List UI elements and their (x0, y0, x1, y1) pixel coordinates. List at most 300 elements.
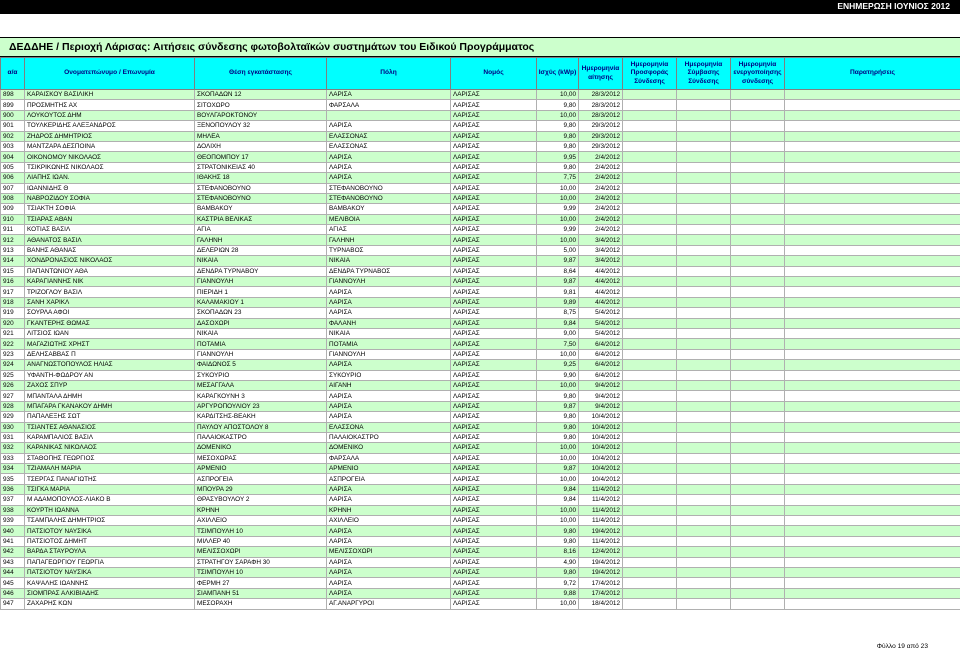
table-row[interactable] (1, 131, 960, 141)
applicant-name-cell[interactable]: ΒΑΡΔΑ ΣΤΑΥΡΟΥΛΑ (25, 547, 195, 557)
application-date-cell[interactable]: 2/4/2012 (579, 225, 623, 235)
prefecture-cell[interactable]: ΛΑΡΙΣΑΣ (451, 401, 537, 411)
city-cell[interactable]: ΑΣΠΡΟΓΕΙΑ (327, 474, 451, 484)
power-kwp-cell[interactable]: 9,84 (537, 318, 579, 328)
power-kwp-cell[interactable]: 9,80 (537, 536, 579, 546)
city-cell[interactable]: ΑΙΓΑΝΗ (327, 380, 451, 390)
row-number-cell[interactable]: 929 (1, 412, 25, 422)
city-cell[interactable]: ΛΑΡΙΣΑ (327, 90, 451, 100)
applicant-name-cell[interactable]: ΙΩΑΝΝΙΔΗΣ Θ (25, 183, 195, 193)
application-date-cell[interactable]: 10/4/2012 (579, 453, 623, 463)
prefecture-cell[interactable]: ΛΑΡΙΣΑΣ (451, 349, 537, 359)
application-date-cell[interactable]: 4/4/2012 (579, 287, 623, 297)
remarks-cell[interactable] (785, 547, 960, 557)
contract-date-cell[interactable] (677, 256, 731, 266)
installation-site-cell[interactable]: ΝΙΚΑΙΑ (195, 256, 327, 266)
offer-date-cell[interactable] (623, 183, 677, 193)
applicant-name-cell[interactable]: ΝΑΒΡΟΖΙΔΟΥ ΣΟΦΙΑ (25, 193, 195, 203)
power-kwp-cell[interactable]: 5,00 (537, 245, 579, 255)
remarks-cell[interactable] (785, 474, 960, 484)
table-row[interactable] (1, 287, 960, 297)
prefecture-cell[interactable]: ΛΑΡΙΣΑΣ (451, 183, 537, 193)
city-cell[interactable]: ΜΕΛΙΒΟΙΑ (327, 214, 451, 224)
prefecture-cell[interactable]: ΛΑΡΙΣΑΣ (451, 360, 537, 370)
activation-date-cell[interactable] (731, 204, 785, 214)
city-cell[interactable]: ΓΑΛΗΝΗ (327, 235, 451, 245)
activation-date-cell[interactable] (731, 90, 785, 100)
activation-date-cell[interactable] (731, 214, 785, 224)
table-row[interactable] (1, 422, 960, 432)
applicant-name-cell[interactable]: ΑΘΑΝΑΤΟΣ ΒΑΣΙΛ (25, 235, 195, 245)
row-number-cell[interactable]: 901 (1, 121, 25, 131)
application-date-cell[interactable]: 18/4/2012 (579, 599, 623, 609)
column-header[interactable]: Παρατηρήσεις (785, 58, 960, 90)
remarks-cell[interactable] (785, 193, 960, 203)
prefecture-cell[interactable]: ΛΑΡΙΣΑΣ (451, 412, 537, 422)
power-kwp-cell[interactable]: 8,64 (537, 266, 579, 276)
remarks-cell[interactable] (785, 349, 960, 359)
power-kwp-cell[interactable]: 9,80 (537, 412, 579, 422)
installation-site-cell[interactable]: ΓΑΛΗΝΗ (195, 235, 327, 245)
power-kwp-cell[interactable]: 7,75 (537, 173, 579, 183)
installation-site-cell[interactable]: ΒΑΜΒΑΚΟΥ (195, 204, 327, 214)
application-date-cell[interactable]: 3/4/2012 (579, 245, 623, 255)
prefecture-cell[interactable]: ΛΑΡΙΣΑΣ (451, 391, 537, 401)
application-date-cell[interactable]: 2/4/2012 (579, 193, 623, 203)
row-number-cell[interactable]: 930 (1, 422, 25, 432)
row-number-cell[interactable]: 900 (1, 110, 25, 120)
row-number-cell[interactable]: 917 (1, 287, 25, 297)
offer-date-cell[interactable] (623, 100, 677, 110)
activation-date-cell[interactable] (731, 547, 785, 557)
remarks-cell[interactable] (785, 464, 960, 474)
table-row[interactable] (1, 173, 960, 183)
offer-date-cell[interactable] (623, 214, 677, 224)
row-number-cell[interactable]: 911 (1, 225, 25, 235)
contract-date-cell[interactable] (677, 266, 731, 276)
table-row[interactable] (1, 183, 960, 193)
remarks-cell[interactable] (785, 391, 960, 401)
applicant-name-cell[interactable]: ΔΕΛΗΣΑΒΒΑΣ Π (25, 349, 195, 359)
installation-site-cell[interactable]: ΠΙΕΡΙΔΗ 1 (195, 287, 327, 297)
city-cell[interactable]: ΛΑΡΙΣΑ (327, 567, 451, 577)
city-cell[interactable]: ΑΡΜΕΝΙΟ (327, 464, 451, 474)
applicant-name-cell[interactable]: Μ ΑΔΑΜΟΠΟΥΛΟΣ-ΛΙΑΚΟ Β (25, 495, 195, 505)
installation-site-cell[interactable]: ΔΟΜΕΝΙΚΟ (195, 443, 327, 453)
activation-date-cell[interactable] (731, 453, 785, 463)
offer-date-cell[interactable] (623, 453, 677, 463)
city-cell[interactable]: ΝΙΚΑΙΑ (327, 328, 451, 338)
table-row[interactable] (1, 225, 960, 235)
table-row[interactable] (1, 235, 960, 245)
offer-date-cell[interactable] (623, 495, 677, 505)
power-kwp-cell[interactable]: 10,00 (537, 235, 579, 245)
row-number-cell[interactable]: 915 (1, 266, 25, 276)
activation-date-cell[interactable] (731, 422, 785, 432)
row-number-cell[interactable]: 921 (1, 328, 25, 338)
prefecture-cell[interactable]: ΛΑΡΙΣΑΣ (451, 121, 537, 131)
applicant-name-cell[interactable]: ΚΑΡΑΜΠΑΛΙΟΣ ΒΑΣΙΛ (25, 432, 195, 442)
row-number-cell[interactable]: 908 (1, 193, 25, 203)
activation-date-cell[interactable] (731, 599, 785, 609)
table-row[interactable] (1, 557, 960, 567)
offer-date-cell[interactable] (623, 474, 677, 484)
table-row[interactable] (1, 110, 960, 120)
application-date-cell[interactable]: 4/4/2012 (579, 297, 623, 307)
power-kwp-cell[interactable]: 9,89 (537, 297, 579, 307)
remarks-cell[interactable] (785, 287, 960, 297)
installation-site-cell[interactable]: ΣΙΤΟΧΩΡΟ (195, 100, 327, 110)
table-row[interactable] (1, 526, 960, 536)
contract-date-cell[interactable] (677, 464, 731, 474)
prefecture-cell[interactable]: ΛΑΡΙΣΑΣ (451, 578, 537, 588)
contract-date-cell[interactable] (677, 360, 731, 370)
row-number-cell[interactable]: 937 (1, 495, 25, 505)
activation-date-cell[interactable] (731, 567, 785, 577)
table-row[interactable] (1, 432, 960, 442)
applicant-name-cell[interactable]: ΤΣΙΑΚΤΗ ΣΟΦΙΑ (25, 204, 195, 214)
application-date-cell[interactable]: 5/4/2012 (579, 328, 623, 338)
remarks-cell[interactable] (785, 162, 960, 172)
installation-site-cell[interactable]: ΜΕΣΑΓΓΑΛΑ (195, 380, 327, 390)
city-cell[interactable]: ΛΑΡΙΣΑ (327, 588, 451, 598)
city-cell[interactable]: ΤΥΡΝΑΒΟΣ (327, 245, 451, 255)
table-row[interactable] (1, 266, 960, 276)
city-cell[interactable]: ΛΑΡΙΣΑ (327, 391, 451, 401)
row-number-cell[interactable]: 909 (1, 204, 25, 214)
installation-site-cell[interactable]: ΑΓΙΑ (195, 225, 327, 235)
applicant-name-cell[interactable]: ΜΠΑΝΤΑΛΑ ΔΗΜΗ (25, 391, 195, 401)
contract-date-cell[interactable] (677, 287, 731, 297)
remarks-cell[interactable] (785, 225, 960, 235)
offer-date-cell[interactable] (623, 110, 677, 120)
table-row[interactable] (1, 401, 960, 411)
contract-date-cell[interactable] (677, 100, 731, 110)
activation-date-cell[interactable] (731, 141, 785, 151)
power-kwp-cell[interactable]: 9,25 (537, 360, 579, 370)
power-kwp-cell[interactable]: 9,80 (537, 422, 579, 432)
power-kwp-cell[interactable]: 9,95 (537, 152, 579, 162)
remarks-cell[interactable] (785, 318, 960, 328)
power-kwp-cell[interactable]: 9,84 (537, 484, 579, 494)
table-row[interactable] (1, 339, 960, 349)
activation-date-cell[interactable] (731, 412, 785, 422)
remarks-cell[interactable] (785, 308, 960, 318)
activation-date-cell[interactable] (731, 432, 785, 442)
power-kwp-cell[interactable]: 8,75 (537, 308, 579, 318)
application-date-cell[interactable]: 28/3/2012 (579, 100, 623, 110)
offer-date-cell[interactable] (623, 131, 677, 141)
applicant-name-cell[interactable]: ΤΖΙΑΜΑΛΗ ΜΑΡΙΑ (25, 464, 195, 474)
table-row[interactable] (1, 474, 960, 484)
table-row[interactable] (1, 578, 960, 588)
row-number-cell[interactable]: 923 (1, 349, 25, 359)
applicant-name-cell[interactable]: ΛΙΤΣΙΟΣ ΙΩΑΝ (25, 328, 195, 338)
prefecture-cell[interactable]: ΛΑΡΙΣΑΣ (451, 318, 537, 328)
city-cell[interactable]: ΛΑΡΙΣΑ (327, 121, 451, 131)
offer-date-cell[interactable] (623, 432, 677, 442)
row-number-cell[interactable]: 904 (1, 152, 25, 162)
offer-date-cell[interactable] (623, 245, 677, 255)
offer-date-cell[interactable] (623, 505, 677, 515)
power-kwp-cell[interactable]: 9,72 (537, 578, 579, 588)
table-row[interactable] (1, 505, 960, 515)
application-date-cell[interactable]: 4/4/2012 (579, 277, 623, 287)
power-kwp-cell[interactable]: 4,90 (537, 557, 579, 567)
column-header[interactable]: Θέση εγκατάστασης (195, 58, 327, 90)
installation-site-cell[interactable]: ΜΠΟΥΡΑ 29 (195, 484, 327, 494)
prefecture-cell[interactable]: ΛΑΡΙΣΑΣ (451, 193, 537, 203)
row-number-cell[interactable]: 920 (1, 318, 25, 328)
applicant-name-cell[interactable]: ΜΑΝΤΖΑΡΑ ΔΕΣΠΟΙΝΑ (25, 141, 195, 151)
applicant-name-cell[interactable]: ΠΑΠΑΝΤΩΝΙΟΥ ΑΘΑ (25, 266, 195, 276)
application-date-cell[interactable]: 2/4/2012 (579, 162, 623, 172)
applicant-name-cell[interactable]: ΤΣΕΡΓΑΣ ΠΑΝΑΓΙΩΤΗΣ (25, 474, 195, 484)
power-kwp-cell[interactable]: 9,87 (537, 401, 579, 411)
table-row[interactable] (1, 391, 960, 401)
remarks-cell[interactable] (785, 173, 960, 183)
offer-date-cell[interactable] (623, 349, 677, 359)
activation-date-cell[interactable] (731, 505, 785, 515)
remarks-cell[interactable] (785, 495, 960, 505)
application-date-cell[interactable]: 29/3/2012 (579, 141, 623, 151)
table-row[interactable] (1, 599, 960, 609)
contract-date-cell[interactable] (677, 152, 731, 162)
application-date-cell[interactable]: 11/4/2012 (579, 484, 623, 494)
contract-date-cell[interactable] (677, 412, 731, 422)
prefecture-cell[interactable]: ΛΑΡΙΣΑΣ (451, 536, 537, 546)
prefecture-cell[interactable]: ΛΑΡΙΣΑΣ (451, 588, 537, 598)
activation-date-cell[interactable] (731, 391, 785, 401)
remarks-cell[interactable] (785, 588, 960, 598)
remarks-cell[interactable] (785, 110, 960, 120)
table-row[interactable] (1, 100, 960, 110)
offer-date-cell[interactable] (623, 516, 677, 526)
installation-site-cell[interactable]: ΣΚΟΠΑΔΩΝ 12 (195, 90, 327, 100)
activation-date-cell[interactable] (731, 287, 785, 297)
contract-date-cell[interactable] (677, 599, 731, 609)
row-number-cell[interactable]: 905 (1, 162, 25, 172)
applicant-name-cell[interactable]: ΧΟΝΔΡΟΝΑΣΙΟΣ ΝΙΚΟΛΑΟΣ (25, 256, 195, 266)
applicant-name-cell[interactable]: ΤΣΑΜΠΑΛΗΣ ΔΗΜΗΤΡΙΟΣ (25, 516, 195, 526)
contract-date-cell[interactable] (677, 121, 731, 131)
applicant-name-cell[interactable]: ΖΗΔΡΟΣ ΔΗΜΗΤΡΙΟΣ (25, 131, 195, 141)
table-row[interactable] (1, 256, 960, 266)
row-number-cell[interactable]: 910 (1, 214, 25, 224)
contract-date-cell[interactable] (677, 235, 731, 245)
city-cell[interactable]: ΛΑΡΙΣΑ (327, 401, 451, 411)
power-kwp-cell[interactable]: 7,50 (537, 339, 579, 349)
installation-site-cell[interactable]: ΓΙΑΝΝΟΥΛΗ (195, 277, 327, 287)
installation-site-cell[interactable]: ΠΟΤΑΜΙΑ (195, 339, 327, 349)
prefecture-cell[interactable]: ΛΑΡΙΣΑΣ (451, 505, 537, 515)
applicant-name-cell[interactable]: ΥΦΑΝΤΗ-ΦΩΔΡΟΥ ΑΝ (25, 370, 195, 380)
power-kwp-cell[interactable]: 9,80 (537, 100, 579, 110)
installation-site-cell[interactable]: ΣΚΟΠΑΔΩΝ 23 (195, 308, 327, 318)
prefecture-cell[interactable]: ΛΑΡΙΣΑΣ (451, 599, 537, 609)
row-number-cell[interactable]: 919 (1, 308, 25, 318)
contract-date-cell[interactable] (677, 339, 731, 349)
prefecture-cell[interactable]: ΛΑΡΙΣΑΣ (451, 110, 537, 120)
contract-date-cell[interactable] (677, 453, 731, 463)
application-date-cell[interactable]: 5/4/2012 (579, 308, 623, 318)
city-cell[interactable]: ΛΑΡΙΣΑ (327, 152, 451, 162)
applicant-name-cell[interactable]: ΓΚΑΝΤΕΡΗΣ ΘΩΜΑΣ (25, 318, 195, 328)
remarks-cell[interactable] (785, 204, 960, 214)
row-number-cell[interactable]: 903 (1, 141, 25, 151)
prefecture-cell[interactable]: ΛΑΡΙΣΑΣ (451, 204, 537, 214)
prefecture-cell[interactable]: ΛΑΡΙΣΑΣ (451, 526, 537, 536)
remarks-cell[interactable] (785, 277, 960, 287)
offer-date-cell[interactable] (623, 141, 677, 151)
activation-date-cell[interactable] (731, 173, 785, 183)
table-row[interactable] (1, 567, 960, 577)
city-cell[interactable]: ΕΛΑΣΣΟΝΑΣ (327, 131, 451, 141)
installation-site-cell[interactable]: ΚΑΡΔΙΤΣΗΣ-ΒΕΑΚΗ (195, 412, 327, 422)
row-number-cell[interactable]: 935 (1, 474, 25, 484)
city-cell[interactable]: ΦΑΛΑΝΗ (327, 318, 451, 328)
power-kwp-cell[interactable]: 9,80 (537, 391, 579, 401)
power-kwp-cell[interactable]: 9,90 (537, 370, 579, 380)
remarks-cell[interactable] (785, 505, 960, 515)
applicant-name-cell[interactable]: ΠΑΤΣΙΟΤΟΥ ΝΑΥΣΙΚΑ (25, 567, 195, 577)
prefecture-cell[interactable]: ΛΑΡΙΣΑΣ (451, 339, 537, 349)
prefecture-cell[interactable]: ΛΑΡΙΣΑΣ (451, 297, 537, 307)
table-row[interactable] (1, 547, 960, 557)
installation-site-cell[interactable]: ΣΤΕΦΑΝΟΒΟΥΝΟ (195, 183, 327, 193)
activation-date-cell[interactable] (731, 495, 785, 505)
row-number-cell[interactable]: 927 (1, 391, 25, 401)
column-header[interactable]: Ημερομηνία Προσφοράς Σύνδεσης (623, 58, 677, 90)
applicant-name-cell[interactable]: ΣΟΥΡΛΑ ΑΦΟΙ (25, 308, 195, 318)
activation-date-cell[interactable] (731, 131, 785, 141)
applicant-name-cell[interactable]: ΤΡΙΖΟΓΛΟΥ ΒΑΣΙΛ (25, 287, 195, 297)
activation-date-cell[interactable] (731, 235, 785, 245)
contract-date-cell[interactable] (677, 318, 731, 328)
table-row[interactable] (1, 90, 960, 100)
activation-date-cell[interactable] (731, 110, 785, 120)
city-cell[interactable]: ΣΥΚΟΥΡΙΟ (327, 370, 451, 380)
application-date-cell[interactable]: 19/4/2012 (579, 557, 623, 567)
contract-date-cell[interactable] (677, 214, 731, 224)
city-cell[interactable]: ΦΑΡΣΑΛΑ (327, 453, 451, 463)
table-row[interactable] (1, 152, 960, 162)
offer-date-cell[interactable] (623, 578, 677, 588)
prefecture-cell[interactable]: ΛΑΡΙΣΑΣ (451, 256, 537, 266)
row-number-cell[interactable]: 946 (1, 588, 25, 598)
application-date-cell[interactable]: 3/4/2012 (579, 256, 623, 266)
table-row[interactable] (1, 308, 960, 318)
applicant-name-cell[interactable]: ΤΣΙΓΚΑ ΜΑΡΙΑ (25, 484, 195, 494)
activation-date-cell[interactable] (731, 339, 785, 349)
installation-site-cell[interactable]: ΔΕΛΕΡΙΩΝ 28 (195, 245, 327, 255)
installation-site-cell[interactable]: ΑΡΓΥΡΟΠΟΥΛΙΟΥ 23 (195, 401, 327, 411)
contract-date-cell[interactable] (677, 578, 731, 588)
activation-date-cell[interactable] (731, 266, 785, 276)
application-date-cell[interactable]: 10/4/2012 (579, 422, 623, 432)
offer-date-cell[interactable] (623, 588, 677, 598)
application-date-cell[interactable]: 11/4/2012 (579, 516, 623, 526)
table-row[interactable] (1, 297, 960, 307)
applicant-name-cell[interactable]: ΤΣΙΑΝΤΕΣ ΑΘΑΝΑΣΙΟΣ (25, 422, 195, 432)
remarks-cell[interactable] (785, 90, 960, 100)
installation-site-cell[interactable]: ΑΣΠΡΟΓΕΙΑ (195, 474, 327, 484)
city-cell[interactable]: ΠΟΤΑΜΙΑ (327, 339, 451, 349)
installation-site-cell[interactable]: ΠΑΥΛΟΥ ΑΠΟΣΤΟΛΟΥ 8 (195, 422, 327, 432)
applicant-name-cell[interactable]: ΠΑΠΑΛΕΞΗΣ ΣΩΤ (25, 412, 195, 422)
applicant-name-cell[interactable]: ΤΟΥΛΚΕΡΙΔΗΣ ΑΛΕΞΑΝΔΡΟΣ (25, 121, 195, 131)
activation-date-cell[interactable] (731, 318, 785, 328)
city-cell[interactable]: ΣΤΕΦΑΝΟΒΟΥΝΟ (327, 193, 451, 203)
activation-date-cell[interactable] (731, 308, 785, 318)
power-kwp-cell[interactable]: 9,99 (537, 204, 579, 214)
activation-date-cell[interactable] (731, 100, 785, 110)
row-number-cell[interactable]: 931 (1, 432, 25, 442)
prefecture-cell[interactable]: ΛΑΡΙΣΑΣ (451, 162, 537, 172)
prefecture-cell[interactable]: ΛΑΡΙΣΑΣ (451, 131, 537, 141)
prefecture-cell[interactable]: ΛΑΡΙΣΑΣ (451, 266, 537, 276)
city-cell[interactable] (327, 110, 451, 120)
table-row[interactable] (1, 536, 960, 546)
row-number-cell[interactable]: 926 (1, 380, 25, 390)
activation-date-cell[interactable] (731, 401, 785, 411)
applicant-name-cell[interactable]: ΖΑΧΑΡΗΣ ΚΩΝ (25, 599, 195, 609)
column-header[interactable]: Πόλη (327, 58, 451, 90)
remarks-cell[interactable] (785, 152, 960, 162)
offer-date-cell[interactable] (623, 287, 677, 297)
table-row[interactable] (1, 380, 960, 390)
activation-date-cell[interactable] (731, 245, 785, 255)
installation-site-cell[interactable]: ΣΥΚΟΥΡΙΟ (195, 370, 327, 380)
city-cell[interactable]: ΕΛΑΣΣΟΝΑ (327, 422, 451, 432)
activation-date-cell[interactable] (731, 162, 785, 172)
application-date-cell[interactable]: 11/4/2012 (579, 536, 623, 546)
prefecture-cell[interactable]: ΛΑΡΙΣΑΣ (451, 453, 537, 463)
prefecture-cell[interactable]: ΛΑΡΙΣΑΣ (451, 370, 537, 380)
installation-site-cell[interactable]: ΣΤΡΑΤΟΝΙΚΕΙΑΣ 40 (195, 162, 327, 172)
row-number-cell[interactable]: 928 (1, 401, 25, 411)
activation-date-cell[interactable] (731, 474, 785, 484)
application-date-cell[interactable]: 6/4/2012 (579, 360, 623, 370)
activation-date-cell[interactable] (731, 121, 785, 131)
installation-site-cell[interactable]: ΔΟΛΙΧΗ (195, 141, 327, 151)
remarks-cell[interactable] (785, 100, 960, 110)
remarks-cell[interactable] (785, 245, 960, 255)
table-row[interactable] (1, 121, 960, 131)
remarks-cell[interactable] (785, 297, 960, 307)
activation-date-cell[interactable] (731, 380, 785, 390)
city-cell[interactable]: ΜΕΛΙΣΣΟΧΩΡΙ (327, 547, 451, 557)
applicant-name-cell[interactable]: ΚΑΡΑΓΙΑΝΝΗΣ ΝΙΚ (25, 277, 195, 287)
row-number-cell[interactable]: 944 (1, 567, 25, 577)
installation-site-cell[interactable]: ΤΣΙΜΠΟΥΛΗ 10 (195, 567, 327, 577)
row-number-cell[interactable]: 945 (1, 578, 25, 588)
remarks-cell[interactable] (785, 235, 960, 245)
city-cell[interactable]: ΝΙΚΑΙΑ (327, 256, 451, 266)
prefecture-cell[interactable]: ΛΑΡΙΣΑΣ (451, 432, 537, 442)
row-number-cell[interactable]: 942 (1, 547, 25, 557)
table-row[interactable] (1, 412, 960, 422)
application-date-cell[interactable]: 17/4/2012 (579, 588, 623, 598)
contract-date-cell[interactable] (677, 131, 731, 141)
activation-date-cell[interactable] (731, 443, 785, 453)
remarks-cell[interactable] (785, 339, 960, 349)
contract-date-cell[interactable] (677, 204, 731, 214)
row-number-cell[interactable]: 912 (1, 235, 25, 245)
offer-date-cell[interactable] (623, 328, 677, 338)
applicant-name-cell[interactable]: ΟΙΚΟΝΟΜΟΥ ΝΙΚΟΛΑΟΣ (25, 152, 195, 162)
application-date-cell[interactable]: 17/4/2012 (579, 578, 623, 588)
